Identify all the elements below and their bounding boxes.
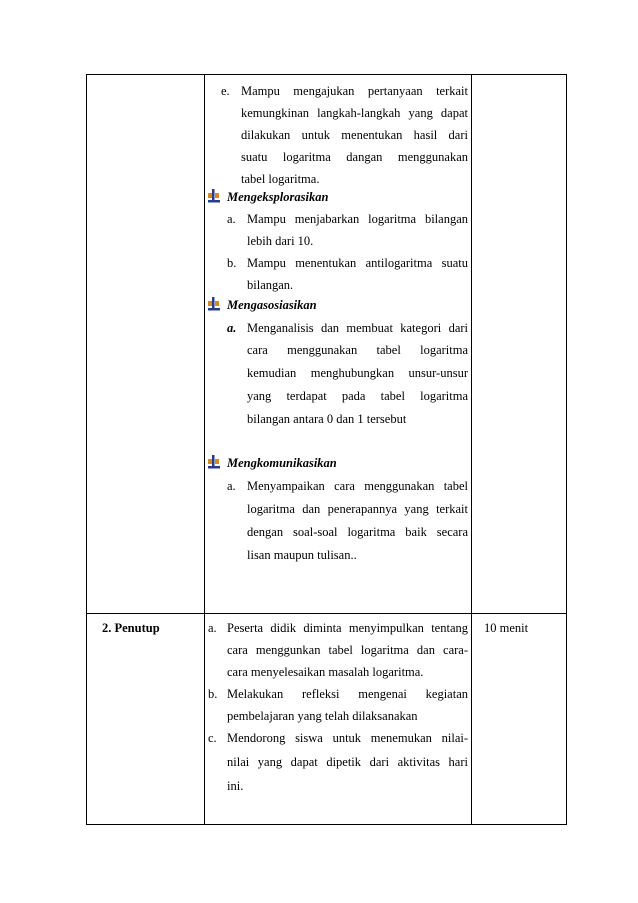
penutup-c-line-1: Mendorong siswa untuk menemukan nilai- <box>227 731 468 745</box>
komunikasi-a-line-1: Menyampaikan cara menggunakan tabel <box>247 479 468 493</box>
komunikasi-a-line-4: lisan maupun tulisan.. <box>247 548 357 562</box>
penutup-label: 2. Penutup <box>102 621 160 635</box>
penutup-a-line-2: cara menggunkan tabel logaritma dan cara- <box>227 643 468 657</box>
table-left-border <box>86 74 87 825</box>
item-e-line-3: dilakukan untuk menentukan hasil dari <box>241 128 468 142</box>
list-marker: a. <box>227 479 236 493</box>
penutup-b-line-2: pembelajaran yang telah dilaksanakan <box>227 709 418 723</box>
list-marker: c. <box>208 731 217 745</box>
penutup-b-line-1: Melakukan refleksi mengenai kegiatan <box>227 687 468 701</box>
item-e-line-2: kemungkinan langkah-langkah yang dapat <box>241 106 468 120</box>
penutup-a-line-3: cara menyelesaikan masalah logaritma. <box>227 665 424 679</box>
bookmark-bullet-icon <box>207 189 221 203</box>
item-e-line-1: Mampu mengajukan pertanyaan terkait <box>241 84 468 98</box>
eksplorasi-a-line-1: Mampu menjabarkan logaritma bilangan <box>247 212 468 226</box>
penutup-a-line-1: Peserta didik diminta menyimpulkan tentang <box>227 621 468 635</box>
list-marker: a. <box>227 321 237 335</box>
asosiasi-a-line-5: bilangan antara 0 dan 1 tersebut <box>247 412 407 426</box>
item-e-line-5: tabel logaritma. <box>241 172 320 186</box>
bookmark-bullet-icon <box>207 297 221 311</box>
list-marker: e. <box>221 84 230 98</box>
column-divider-2 <box>471 74 472 825</box>
section-title-komunikasi: Mengkomunikasikan <box>227 456 337 470</box>
list-marker: a. <box>208 621 217 635</box>
eksplorasi-a-line-2: lebih dari 10. <box>247 234 314 248</box>
komunikasi-a-line-3: dengan soal-soal logaritma baik secara <box>247 525 468 539</box>
penutup-c-line-2: nilai yang dapat dipetik dari aktivitas hari <box>227 755 468 769</box>
eksplorasi-b-line-2: bilangan. <box>247 278 294 292</box>
bookmark-bullet-icon <box>207 455 221 469</box>
table-right-border <box>566 74 567 825</box>
list-marker: b. <box>208 687 218 701</box>
list-marker: a. <box>227 212 236 226</box>
penutup-c-line-3: ini. <box>227 779 244 793</box>
section-title-eksplorasi: Mengeksplorasikan <box>227 190 329 204</box>
penutup-time: 10 menit <box>484 621 529 635</box>
asosiasi-a-line-3: kemudian menghubungkan unsur-unsur <box>247 366 468 380</box>
table-bottom-border <box>86 824 567 825</box>
asosiasi-a-line-4: yang terdapat pada tabel logaritma <box>247 389 468 403</box>
penutup-activity-cell <box>205 614 471 824</box>
komunikasi-a-line-2: logaritma dan penerapannya yang terkait <box>247 502 468 516</box>
item-e-line-4: suatu logaritma dangan menggunakan <box>241 150 468 164</box>
asosiasi-a-line-2: cara menggunakan tabel logaritma <box>247 343 468 357</box>
section-title-asosiasi: Mengasosiasikan <box>227 298 317 312</box>
eksplorasi-b-line-1: Mampu menentukan antilogaritma suatu <box>247 256 468 270</box>
activity-cell <box>205 75 471 613</box>
list-marker: b. <box>227 256 237 270</box>
asosiasi-a-line-1: Menganalisis dan membuat kategori dari <box>247 321 468 335</box>
